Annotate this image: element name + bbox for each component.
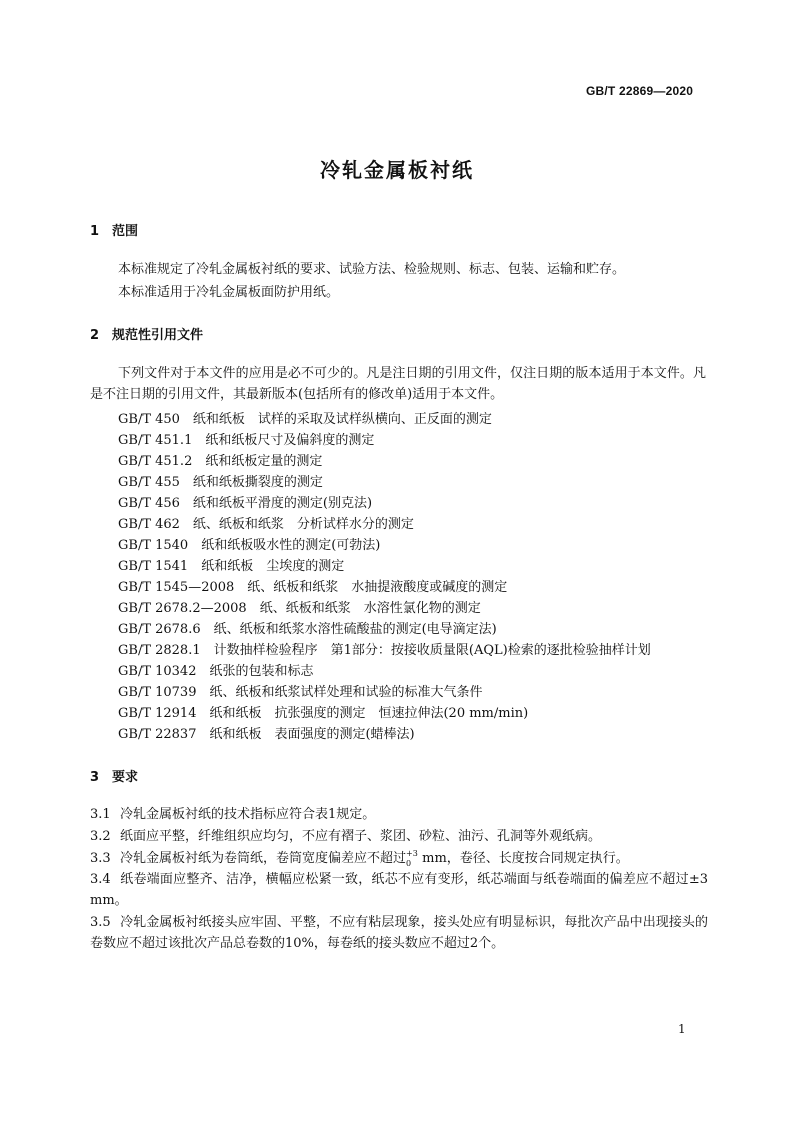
clause-number: 3.3 — [90, 851, 111, 866]
tolerance-upper: +3 — [406, 848, 418, 858]
references-intro: 下列文件对于本文件的应用是必不可少的。凡是注日期的引用文件，仅注日期的版本适用于本文件。凡是不注日期的引用文件，其最新版本(包括所有的修改单)适用于本文件。 — [90, 366, 706, 402]
section-number: 3 — [90, 770, 100, 785]
reference-item: GB/T 12914 纸和纸板 抗张强度的测定 恒速拉伸法(20 mm/min) — [118, 706, 529, 721]
standard-number: GB/T 22869—2020 — [586, 84, 694, 98]
clause-text-continued: mm，卷径、长度按合同规定执行。 — [418, 851, 629, 866]
tolerance-value — [406, 848, 418, 868]
clause-text: 冷轧金属板衬纸的技术指标应符合表1规定。 — [120, 807, 376, 822]
requirement-item — [90, 804, 708, 825]
clause-number: 3.2 — [90, 829, 111, 844]
section-2-heading — [90, 324, 203, 343]
reference-item: GB/T 451.1 纸和纸板尺寸及偏斜度的测定 — [118, 433, 375, 448]
clause-text: 纸卷端面应整齐、洁净，横幅应松紧一致，纸芯不应有变形，纸芯端面与纸卷端面的偏差应不超过±3 mm。 — [90, 872, 708, 908]
section-title: 范围 — [112, 224, 139, 239]
section-number: 1 — [90, 224, 100, 239]
section-title: 要求 — [112, 770, 139, 785]
reference-item: GB/T 2828.1 计数抽样检验程序 第1部分：按接收质量限(AQL)检索的逐批检验抽样计划 — [118, 643, 651, 658]
reference-item: GB/T 1540 纸和纸板吸水性的测定(可勃法) — [118, 538, 381, 553]
clause-number: 3.5 — [90, 915, 111, 930]
page-number: 1 — [678, 1022, 686, 1036]
reference-item: GB/T 10342 纸张的包装和标志 — [118, 664, 314, 679]
clause-text: 纸面应平整，纤维组织应均匀，不应有褶子、浆团、砂粒、油污、孔洞等外观纸病。 — [120, 829, 602, 844]
reference-item: GB/T 455 纸和纸板撕裂度的测定 — [118, 475, 323, 490]
clause-number: 3.1 — [90, 807, 111, 822]
tolerance-lower: 0 — [406, 858, 412, 868]
scope-paragraph-1: 本标准规定了冷轧金属板衬纸的要求、试验方法、检验规则、标志、包装、运输和贮存。 — [118, 262, 626, 277]
section-title: 规范性引用文件 — [112, 328, 204, 343]
requirement-item — [90, 869, 708, 911]
reference-item: GB/T 2678.6 纸、纸板和纸浆水溶性硫酸盐的测定(电导滴定法) — [118, 622, 497, 637]
section-3-heading — [90, 766, 138, 785]
clause-text: 冷轧金属板衬纸接头应牢固、平整，不应有粘层现象，接头处应有明显标识，每批次产品中出现接头的卷数应不超过该批次产品总卷数的10%，每卷纸的接头数应不超过2个。 — [90, 915, 708, 951]
requirement-item — [90, 826, 708, 847]
section-1-heading — [90, 220, 138, 239]
reference-item: GB/T 2678.2—2008 纸、纸板和纸浆 水溶性氯化物的测定 — [118, 601, 481, 616]
reference-item: GB/T 451.2 纸和纸板定量的测定 — [118, 454, 323, 469]
clause-text: 冷轧金属板衬纸为卷筒纸，卷筒宽度偏差应不超过 — [120, 851, 407, 866]
reference-item: GB/T 456 纸和纸板平滑度的测定(别克法) — [118, 496, 373, 511]
clause-number: 3.4 — [90, 872, 111, 887]
reference-item: GB/T 10739 纸、纸板和纸浆试样处理和试验的标准大气条件 — [118, 685, 483, 700]
reference-item: GB/T 22837 纸和纸板 表面强度的测定(蜡棒法) — [118, 727, 415, 742]
section-number: 2 — [90, 328, 100, 343]
reference-item: GB/T 1545—2008 纸、纸板和纸浆 水抽提液酸度或碱度的测定 — [118, 580, 508, 595]
reference-item: GB/T 1541 纸和纸板 尘埃度的测定 — [118, 559, 345, 574]
reference-item: GB/T 450 纸和纸板 试样的采取及试样纵横向、正反面的测定 — [118, 412, 492, 427]
reference-item: GB/T 462 纸、纸板和纸浆 分析试样水分的测定 — [118, 517, 414, 532]
scope-paragraph-2: 本标准适用于冷轧金属板面防护用纸。 — [118, 285, 340, 300]
requirement-item — [90, 848, 708, 869]
page-title: 冷轧金属板衬纸 — [320, 158, 474, 182]
requirement-item — [90, 912, 708, 954]
